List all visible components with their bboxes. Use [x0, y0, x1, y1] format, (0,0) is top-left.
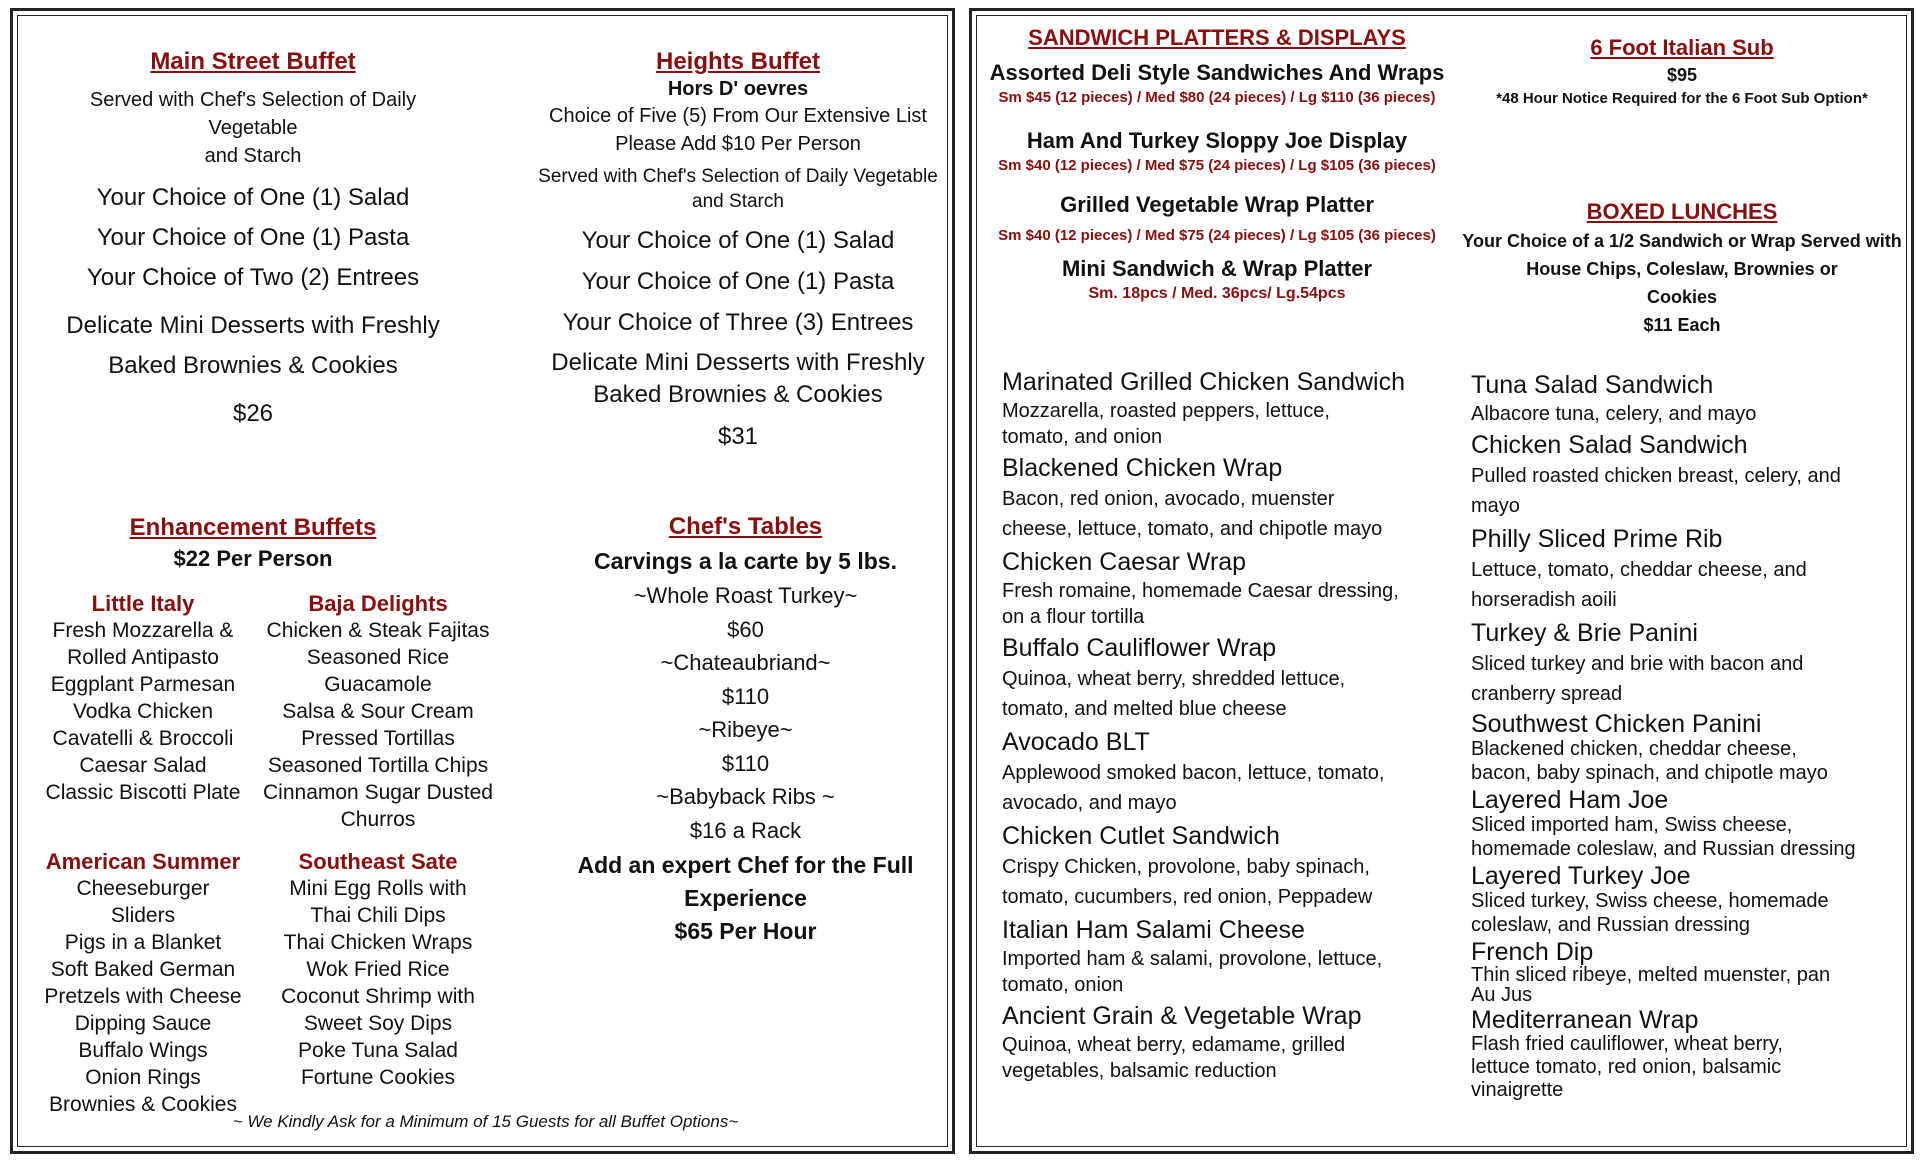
group-item: Sweet Soy Dips [303, 1012, 453, 1035]
group-item: Guacamole [324, 673, 432, 696]
sandwich-desc [1471, 813, 1901, 861]
sandwich-name: French Dip [1471, 938, 1594, 966]
group-item: Classic Biscotti Plate [45, 781, 241, 804]
desc-line: Quinoa, wheat berry, edamame, grilled [1002, 1034, 1346, 1056]
sandwich-name: Layered Ham Joe [1471, 786, 1669, 814]
expert-line: Experience [684, 885, 807, 911]
group-item: Cinnamon Sugar Dusted [263, 781, 493, 804]
desc-line: Blackened chicken, cheddar cheese, [1471, 738, 1797, 760]
platter-item [982, 59, 1452, 109]
choice-line: Your Choice of Three (3) Entrees [562, 309, 914, 336]
group-item: Churros [340, 808, 416, 831]
group-title: American Summer [45, 849, 241, 874]
sandwich-desc [1471, 401, 1901, 427]
platter-item [982, 255, 1452, 305]
sandwich-item [1002, 726, 1442, 818]
enhancement-title: Enhancement Buffets [129, 514, 377, 541]
group-item: Salsa & Sour Cream [282, 700, 474, 723]
buffet-footer-note: ~ We Kindly Ask for a Minimum of 15 Guests for all Buffet Options~ [232, 1112, 739, 1131]
sandwich-item [1002, 366, 1442, 450]
hors-line: Please Add $10 Per Person [615, 133, 861, 155]
main-street-title: Main Street Buffet [150, 48, 356, 75]
group-item: Pigs in a Blanket [64, 931, 222, 954]
sandwich-list-right [1471, 369, 1901, 1104]
sandwich-item [1002, 1000, 1442, 1084]
platter-price: Sm $40 (12 pieces) / Med $75 (24 pieces) / Lg $105 (36 pieces) [998, 157, 1436, 174]
group-item: Poke Tuna Salad [298, 1039, 458, 1062]
group-title: Baja Delights [308, 591, 448, 616]
heights-price: $31 [717, 423, 759, 450]
boxed-price: $11 Each [1643, 315, 1721, 335]
sandwich-item [1471, 863, 1901, 937]
group-item: Seasoned Rice [306, 646, 450, 669]
dessert-line: Delicate Mini Desserts with Freshly [551, 349, 925, 376]
sandwich-name: Turkey & Brie Panini [1471, 619, 1698, 647]
desc-line: Bacon, red onion, avocado, muenster [1002, 488, 1335, 510]
american-summer-group [43, 849, 243, 1118]
desc-line: Mozzarella, roasted peppers, lettuce, [1002, 400, 1330, 422]
sandwich-item [1002, 452, 1442, 544]
sandwich-item [1471, 711, 1901, 785]
group-item: Thai Chicken Wraps [283, 931, 473, 954]
desc-line: Albacore tuna, celery, and mayo [1471, 403, 1757, 425]
group-items [43, 875, 243, 1118]
group-item: Mini Egg Rolls with [289, 877, 467, 900]
desc-line: coleslaw, and Russian dressing [1471, 914, 1751, 936]
sandwich-item [1471, 1007, 1901, 1102]
desc-line: Au Jus [1471, 984, 1533, 1006]
sandwich-desc [1002, 758, 1442, 818]
heights-choices [533, 220, 943, 343]
choice-line: Your Choice of One (1) Salad [581, 227, 895, 254]
chefs-tables-title: Chef's Tables [668, 513, 823, 540]
expert-price: $65 Per Hour [674, 918, 817, 944]
dessert-line: Delicate Mini Desserts with Freshly [66, 312, 440, 339]
little-italy-group [43, 591, 243, 806]
boxed-lunches-section [1462, 199, 1902, 339]
platter-name: Ham And Turkey Sloppy Joe Display [1026, 128, 1408, 153]
platter-item [982, 127, 1452, 177]
desc-line: Sliced imported ham, Swiss cheese, [1471, 814, 1793, 836]
heights-desserts [533, 347, 943, 411]
group-item: Cheeseburger Sliders [76, 877, 210, 927]
chefs-tables-section [553, 513, 938, 948]
group-title: Little Italy [91, 591, 195, 616]
desc-line: tomato, onion [1002, 974, 1124, 996]
sandwich-item [1471, 523, 1901, 615]
desc-line: Imported ham & salami, provolone, lettuce, [1002, 948, 1383, 970]
main-street-served-text [43, 86, 463, 170]
desc-line: tomato, cucumbers, red onion, Peppadew [1002, 886, 1373, 908]
expert-chef-offer [553, 849, 938, 948]
desc-line: mayo [1471, 495, 1520, 517]
sandwich-desc [1002, 398, 1442, 450]
sandwich-desc [1471, 555, 1901, 615]
italian-sub-price: $95 [1666, 65, 1698, 85]
desc-line: Applewood smoked bacon, lettuce, tomato, [1002, 762, 1385, 784]
desc-line: vinaigrette [1471, 1079, 1564, 1101]
group-item: Chicken & Steak Fajitas [266, 619, 490, 642]
sandwich-item [1471, 787, 1901, 861]
group-item: Soft Baked German [50, 958, 236, 981]
platter-price: Sm $40 (12 pieces) / Med $75 (24 pieces) / Lg $105 (36 pieces) [998, 227, 1436, 244]
group-item: Pressed Tortillas [301, 727, 455, 750]
desc-line: Pulled roasted chicken breast, celery, and [1471, 465, 1841, 487]
carving-item: ~Chateaubriand~ [660, 650, 831, 675]
hors-doeuvres-title: Hors D' oevres [667, 78, 809, 100]
southeast-sate-group [263, 849, 493, 1091]
heights-buffet-section [533, 48, 943, 457]
desc-line: Flash fried cauliflower, wheat berry, [1471, 1033, 1783, 1055]
group-item: Eggplant Parmesan [50, 673, 236, 696]
desc-line: Sliced turkey and brie with bacon and [1471, 653, 1804, 675]
sandwich-item [1002, 914, 1442, 998]
desc-line: cheese, lettuce, tomato, and chipotle mayo [1002, 518, 1383, 540]
sandwich-name: Buffalo Cauliflower Wrap [1002, 634, 1277, 662]
italian-sub-note: *48 Hour Notice Required for the 6 Foot Sub Option* [1496, 90, 1868, 107]
chefs-tables-subtitle: Carvings a la carte by 5 lbs. [594, 548, 897, 574]
boxed-line: Cookies [1646, 287, 1718, 307]
sandwich-desc [1002, 578, 1442, 630]
group-item: Fresh Mozzarella & [52, 619, 234, 642]
sandwich-desc [1002, 484, 1442, 544]
served-line: and Starch [692, 191, 784, 212]
carving-price: $110 [721, 683, 770, 709]
group-item: Dipping Sauce [74, 1012, 212, 1035]
served-line: Served with Chef's Selection of Daily Vegetable [538, 166, 938, 187]
group-item: Cavatelli & Broccoli [52, 727, 234, 750]
platter-name: Mini Sandwich & Wrap Platter [1061, 256, 1373, 281]
platters-title: SANDWICH PLATTERS & DISPLAYS [1028, 25, 1406, 50]
group-item: Buffalo Wings [78, 1039, 208, 1062]
sandwich-item [1002, 820, 1442, 912]
italian-sub-title: 6 Foot Italian Sub [1590, 35, 1774, 60]
carving-item: ~Ribeye~ [698, 717, 793, 742]
sandwich-desc [1471, 1033, 1901, 1102]
sandwich-item [1471, 617, 1901, 709]
carving-item: ~Whole Roast Turkey~ [633, 583, 858, 608]
sandwich-name: Mediterranean Wrap [1471, 1006, 1699, 1034]
desc-line: tomato, and onion [1002, 426, 1163, 448]
served-line: Served with Chef's Selection of Daily Vegetable [89, 89, 417, 139]
group-item: Caesar Salad [79, 754, 207, 777]
group-items [263, 875, 493, 1091]
hors-doeuvres-details [533, 102, 943, 158]
desc-line: Lettuce, tomato, cheddar cheese, and [1471, 559, 1807, 581]
desc-line: Fresh romaine, homemade Caesar dressing, [1002, 580, 1399, 602]
group-item: Wok Fried Rice [306, 958, 450, 981]
platter-name: Assorted Deli Style Sandwiches And Wraps [989, 60, 1445, 85]
enhancement-buffets-section [43, 514, 463, 576]
sandwich-desc [1471, 461, 1901, 521]
sandwich-name: Southwest Chicken Panini [1471, 710, 1762, 738]
carving-list [553, 579, 938, 847]
group-item: Coconut Shrimp with [281, 985, 475, 1008]
main-street-desserts [43, 306, 463, 386]
desc-line: avocado, and mayo [1002, 792, 1177, 814]
sandwich-name: Ancient Grain & Vegetable Wrap [1002, 1002, 1362, 1030]
sandwich-name: Marinated Grilled Chicken Sandwich [1002, 368, 1405, 396]
group-item: Onion Rings [85, 1066, 201, 1089]
desc-line: lettuce tomato, red onion, balsamic [1471, 1056, 1782, 1078]
choice-line: Your Choice of One (1) Pasta [96, 224, 410, 251]
sandwich-desc [1002, 946, 1442, 998]
sandwich-item [1471, 429, 1901, 521]
buffet-menu-panel [10, 8, 955, 1154]
sandwich-item [1471, 939, 1901, 1005]
boxed-lunches-details [1462, 227, 1902, 339]
desc-line: Crispy Chicken, provolone, baby spinach, [1002, 856, 1370, 878]
sandwich-desc [1471, 649, 1901, 709]
platter-price: Sm $45 (12 pieces) / Med $80 (24 pieces) / Lg $110 (36 pieces) [998, 89, 1436, 106]
platter-price: Sm. 18pcs / Med. 36pcs/ Lg.54pcs [1088, 285, 1346, 302]
desc-line: bacon, baby spinach, and chipotle mayo [1471, 762, 1828, 784]
group-item: Seasoned Tortilla Chips [267, 754, 489, 777]
baja-delights-group [263, 591, 493, 833]
sandwich-desc [1002, 664, 1442, 724]
sandwich-list-left [1002, 366, 1442, 1086]
group-title: Southeast Sate [298, 849, 458, 874]
group-item: Vodka Chicken [72, 700, 214, 723]
group-item: Brownies & Cookies [49, 1093, 237, 1116]
desc-line: horseradish aoili [1471, 589, 1617, 611]
sandwich-item [1002, 632, 1442, 724]
sandwich-desc [1471, 737, 1901, 785]
heights-title: Heights Buffet [656, 48, 820, 75]
sandwich-desc [1471, 889, 1901, 937]
carving-price: $16 a Rack [689, 817, 802, 843]
heights-served-text [533, 164, 943, 214]
italian-sub-section [1462, 35, 1902, 109]
desc-line: Sliced turkey, Swiss cheese, homemade [1471, 890, 1829, 912]
sandwich-name: Layered Turkey Joe [1471, 862, 1691, 890]
main-street-price: $26 [232, 400, 274, 427]
desc-line: homemade coleslaw, and Russian dressing [1471, 838, 1856, 860]
hors-line: Choice of Five (5) From Our Extensive List [549, 105, 927, 127]
sandwich-item [1471, 369, 1901, 427]
sandwich-name: Chicken Cutlet Sandwich [1002, 822, 1280, 850]
group-item: Fortune Cookies [300, 1066, 456, 1089]
group-item: Pretzels with Cheese [44, 985, 242, 1008]
platter-name: Grilled Vegetable Wrap Platter [1060, 192, 1374, 217]
choice-line: Your Choice of Two (2) Entrees [86, 264, 420, 291]
sandwich-desc [1002, 852, 1442, 912]
boxed-lunches-title: BOXED LUNCHES [1586, 199, 1778, 224]
sandwich-platters-section [982, 25, 1452, 305]
sandwich-desc [1002, 1032, 1442, 1084]
desc-line: on a flour tortilla [1002, 606, 1145, 628]
sandwich-name: Italian Ham Salami Cheese [1002, 916, 1305, 944]
group-item: Rolled Antipasto [67, 646, 219, 669]
carving-price: $110 [721, 750, 770, 776]
served-line: and Starch [204, 145, 302, 167]
desc-line: Quinoa, wheat berry, shredded lettuce, [1002, 668, 1346, 690]
sandwich-desc [1471, 965, 1901, 1005]
boxed-line: Your Choice of a 1/2 Sandwich or Wrap Served with [1462, 231, 1902, 251]
desc-line: cranberry spread [1471, 683, 1623, 705]
carving-price: $60 [727, 616, 764, 642]
main-street-choices [43, 178, 463, 298]
carving-item: ~Babyback Ribs ~ [656, 784, 835, 809]
main-street-buffet-section [43, 48, 463, 434]
choice-line: Your Choice of One (1) Salad [96, 184, 410, 211]
sandwich-name: Tuna Salad Sandwich [1471, 371, 1714, 399]
sandwich-name: Chicken Salad Sandwich [1471, 431, 1748, 459]
dessert-line: Baked Brownies & Cookies [108, 352, 398, 379]
sandwich-name: Philly Sliced Prime Rib [1471, 525, 1723, 553]
sandwich-name: Avocado BLT [1002, 728, 1150, 756]
expert-line: Add an expert Chef for the Full [577, 852, 914, 878]
sandwich-name: Blackened Chicken Wrap [1002, 454, 1283, 482]
boxed-line: House Chips, Coleslaw, Brownies or [1526, 259, 1838, 279]
group-items [263, 617, 493, 833]
desc-line: Thin sliced ribeye, melted muenster, pan [1471, 964, 1831, 986]
choice-line: Your Choice of One (1) Pasta [581, 268, 895, 295]
sandwich-name: Chicken Caesar Wrap [1002, 548, 1247, 576]
enhancement-price: $22 Per Person [173, 546, 333, 571]
group-item: Thai Chili Dips [310, 904, 446, 927]
desc-line: tomato, and melted blue cheese [1002, 698, 1287, 720]
desc-line: vegetables, balsamic reduction [1002, 1060, 1277, 1082]
sandwich-item [1002, 546, 1442, 630]
sandwich-menu-panel [969, 8, 1914, 1154]
dessert-line: Baked Brownies & Cookies [593, 381, 883, 408]
group-items [43, 617, 243, 806]
platter-item [982, 191, 1452, 247]
